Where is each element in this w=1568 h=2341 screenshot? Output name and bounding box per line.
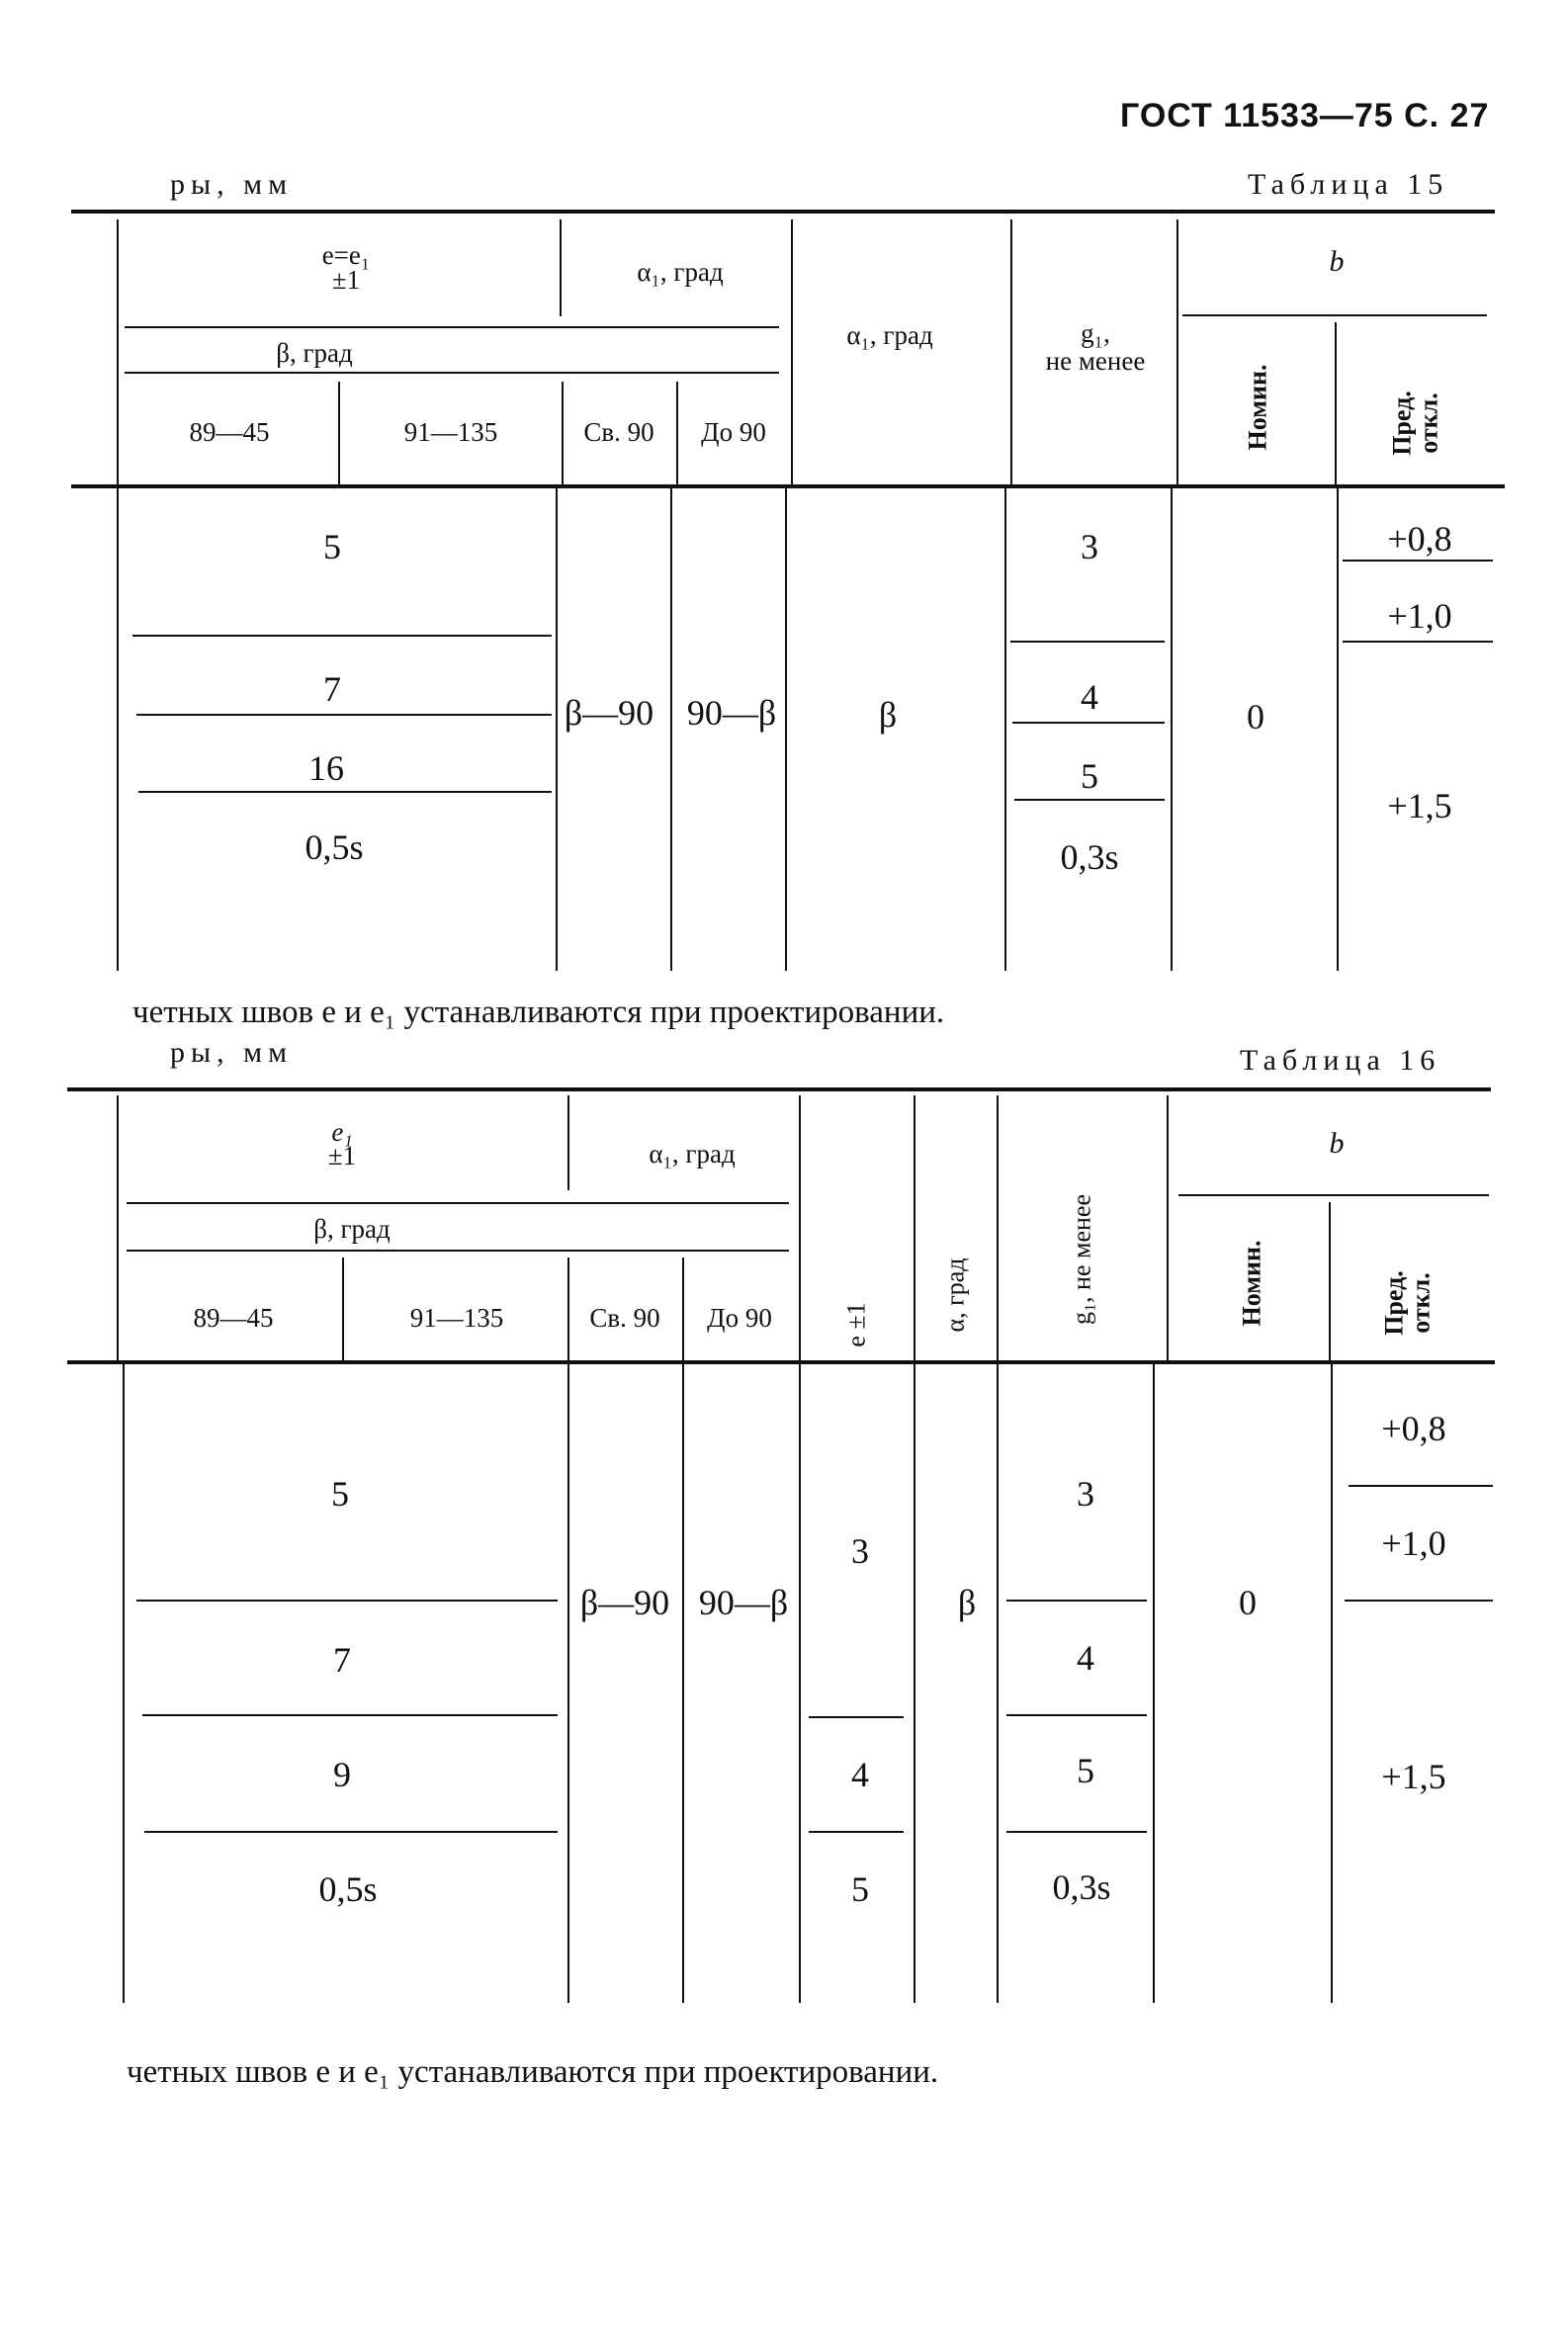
table16-vline bbox=[567, 1095, 569, 1190]
table15-pred-value: +1,0 bbox=[1387, 596, 1452, 636]
table15-g1-value: 0,3s bbox=[1060, 837, 1119, 877]
table15-pred-value: +1,5 bbox=[1387, 786, 1452, 825]
table16-nomin-value: 0 bbox=[1239, 1583, 1257, 1622]
table16-vline bbox=[997, 1364, 999, 2003]
table16-g1-value: 5 bbox=[1077, 1751, 1094, 1790]
table16-rule bbox=[809, 1831, 904, 1833]
table15-head-e-tol: ±1 bbox=[331, 265, 361, 295]
table15-header-bottom-rule bbox=[71, 484, 1505, 488]
table15-rule bbox=[1010, 641, 1165, 643]
table15-rule bbox=[125, 372, 779, 374]
table16-head-89-45: 89—45 bbox=[193, 1303, 274, 1333]
table15-note: четных швов e и e₁ устанавливаются при проектировании. bbox=[132, 995, 945, 1030]
table16-vline bbox=[914, 1095, 915, 1360]
table16-rule bbox=[1006, 1600, 1147, 1602]
table15-head-do90: До 90 bbox=[701, 417, 766, 447]
table15-e-value: 16 bbox=[308, 748, 344, 788]
table16-rule bbox=[1006, 1714, 1147, 1716]
table16-vline bbox=[799, 1095, 801, 1360]
table15-sv90-value: β—90 bbox=[564, 693, 654, 733]
table15-head-otkl: откл. bbox=[1415, 392, 1443, 454]
table15-head-89-45: 89—45 bbox=[189, 417, 270, 447]
table16-pred-value: +1,0 bbox=[1381, 1523, 1446, 1563]
table15-vline bbox=[785, 488, 787, 971]
table16-vline bbox=[567, 1257, 569, 1360]
table16-vline bbox=[123, 1364, 125, 2003]
table15-pred-value: +0,8 bbox=[1387, 519, 1452, 559]
table15-caption-right: Таблица 15 bbox=[1248, 168, 1449, 201]
table15-vline bbox=[1337, 488, 1339, 971]
table15-head-b: b bbox=[1329, 245, 1345, 278]
page-header: ГОСТ 11533—75 С. 27 bbox=[1120, 97, 1490, 134]
table16-caption-left: ры, мм bbox=[170, 1036, 294, 1069]
table16-vline bbox=[682, 1364, 684, 2003]
table15-alpha1-value: β bbox=[878, 695, 898, 735]
table16-caption-right: Таблица 16 bbox=[1240, 1044, 1441, 1077]
table15-vline bbox=[1171, 488, 1173, 971]
table15-head-nomin: Номин. bbox=[1243, 364, 1272, 451]
table16-head-pred-otkl bbox=[1381, 1270, 1436, 1336]
table15-e-value: 7 bbox=[323, 669, 341, 709]
table15-rule bbox=[1343, 560, 1493, 562]
table16-head-otkl: откл. bbox=[1407, 1272, 1436, 1334]
table15-head-91-135: 91—135 bbox=[403, 417, 498, 447]
table16-head-alpha: α, град bbox=[940, 1257, 970, 1333]
table15-head-alpha1-b: α₁, град bbox=[846, 320, 933, 350]
table16-rule bbox=[1345, 1600, 1493, 1602]
table16-e1-value: 5 bbox=[331, 1474, 349, 1514]
table16-head-e1: e₁ bbox=[331, 1117, 353, 1147]
table16-vline bbox=[799, 1364, 801, 2003]
table15-rule bbox=[1343, 641, 1493, 643]
table16-vline bbox=[1153, 1364, 1155, 2003]
table16-rule bbox=[1349, 1485, 1493, 1487]
table16-rule bbox=[127, 1250, 789, 1252]
table15-rule bbox=[132, 635, 552, 637]
table15-vline bbox=[338, 382, 340, 484]
table16-head-beta: β, град bbox=[313, 1214, 391, 1244]
table16-e-value: 3 bbox=[851, 1531, 869, 1571]
table16-vline bbox=[567, 1364, 569, 2003]
table16-rule bbox=[1178, 1194, 1489, 1196]
table16-rule bbox=[144, 1831, 558, 1833]
table16-vline bbox=[1329, 1202, 1331, 1360]
table16-vline bbox=[117, 1095, 119, 1360]
table15-vline bbox=[676, 382, 678, 484]
table16-vline bbox=[342, 1257, 344, 1360]
table16-pred-value: +1,5 bbox=[1381, 1757, 1446, 1796]
table15-rule bbox=[1014, 799, 1165, 801]
table16-e-value: 5 bbox=[851, 1869, 869, 1909]
table15-head-pred: Пред. bbox=[1387, 390, 1417, 456]
table16-head-nomin: Номин. bbox=[1237, 1240, 1266, 1327]
table16-e1-value: 9 bbox=[333, 1755, 351, 1794]
table15-vline bbox=[1335, 322, 1337, 484]
table15-rule bbox=[138, 791, 552, 793]
table16-rule bbox=[1006, 1831, 1147, 1833]
table16-head-91-135: 91—135 bbox=[409, 1303, 504, 1333]
table15-vline bbox=[1176, 219, 1178, 484]
table15-g1-value: 5 bbox=[1081, 756, 1098, 796]
table16-note: четных швов e и e₁ устанавливаются при проектировании. bbox=[127, 2054, 939, 2090]
table16-rule bbox=[142, 1714, 558, 1716]
table15-vline bbox=[117, 488, 119, 971]
table16-head-sv90: Св. 90 bbox=[589, 1303, 660, 1333]
table16-rule bbox=[127, 1202, 789, 1204]
table16-vline bbox=[682, 1257, 684, 1360]
table16-rule bbox=[136, 1600, 558, 1602]
table15-vline bbox=[670, 488, 672, 971]
table15-rule bbox=[125, 326, 779, 328]
table15-head-alpha1-a: α₁, град bbox=[637, 257, 724, 287]
table15-vline bbox=[560, 219, 562, 316]
table16-vline bbox=[914, 1364, 915, 2003]
table15-vline bbox=[1004, 488, 1006, 971]
table15-g1-value: 3 bbox=[1081, 527, 1098, 566]
table15-head-g1-sub: не менее bbox=[1045, 346, 1146, 376]
table15-rule bbox=[1182, 314, 1487, 316]
table16-top-rule bbox=[67, 1087, 1491, 1091]
table16-head-do90: До 90 bbox=[707, 1303, 772, 1333]
table16-vline bbox=[1167, 1095, 1169, 1360]
table16-rule bbox=[809, 1716, 904, 1718]
table15-rule bbox=[1012, 722, 1165, 724]
table15-vline bbox=[1010, 219, 1012, 484]
table16-g1-value: 4 bbox=[1077, 1638, 1094, 1678]
table16-g1-value: 3 bbox=[1077, 1474, 1094, 1514]
table16-e-value: 4 bbox=[851, 1755, 869, 1794]
table15-vline bbox=[562, 382, 564, 484]
table15-rule bbox=[136, 714, 552, 716]
table16-sv90-value: β—90 bbox=[579, 1583, 670, 1622]
table15-vline bbox=[117, 219, 119, 484]
table16-vline bbox=[997, 1095, 999, 1360]
table15-g1-value: 4 bbox=[1081, 677, 1098, 717]
table15-e-value: 0,5s bbox=[305, 827, 364, 867]
table16-e1-value: 0,5s bbox=[318, 1869, 378, 1909]
table15-vline bbox=[556, 488, 558, 971]
table15-head-sv90: Св. 90 bbox=[583, 417, 654, 447]
table16-alpha-value: β bbox=[957, 1583, 977, 1622]
table15-head-beta: β, град bbox=[276, 338, 353, 368]
table15-do90-value: 90—β bbox=[686, 693, 777, 733]
table15-head-e: e=e₁ bbox=[321, 240, 371, 270]
table16-g1-value: 0,3s bbox=[1052, 1867, 1111, 1907]
table15-head-g1: g₁, bbox=[1081, 318, 1110, 348]
table16-head-g1: g₁, не менее bbox=[1067, 1193, 1096, 1326]
table15-vline bbox=[791, 219, 793, 484]
table16-head-e: e ±1 bbox=[841, 1302, 871, 1347]
table16-do90-value: 90—β bbox=[698, 1583, 789, 1622]
table15-nomin-value: 0 bbox=[1247, 697, 1264, 737]
table16-header-bottom-rule bbox=[67, 1360, 1495, 1364]
table16-head-alpha1: α₁, град bbox=[649, 1139, 736, 1169]
table15-caption-left: ры, мм bbox=[170, 168, 294, 201]
table15-e-value: 5 bbox=[323, 527, 341, 566]
table15-top-rule bbox=[71, 210, 1495, 214]
table16-head-pred: Пред. bbox=[1379, 1270, 1409, 1336]
table16-head-b: b bbox=[1329, 1127, 1345, 1160]
table16-vline bbox=[1331, 1364, 1333, 2003]
table16-e1-value: 7 bbox=[333, 1640, 351, 1680]
table16-pred-value: +0,8 bbox=[1381, 1409, 1446, 1448]
table15-head-pred-otkl bbox=[1389, 390, 1443, 456]
table16-head-e1-tol: ±1 bbox=[327, 1141, 357, 1170]
